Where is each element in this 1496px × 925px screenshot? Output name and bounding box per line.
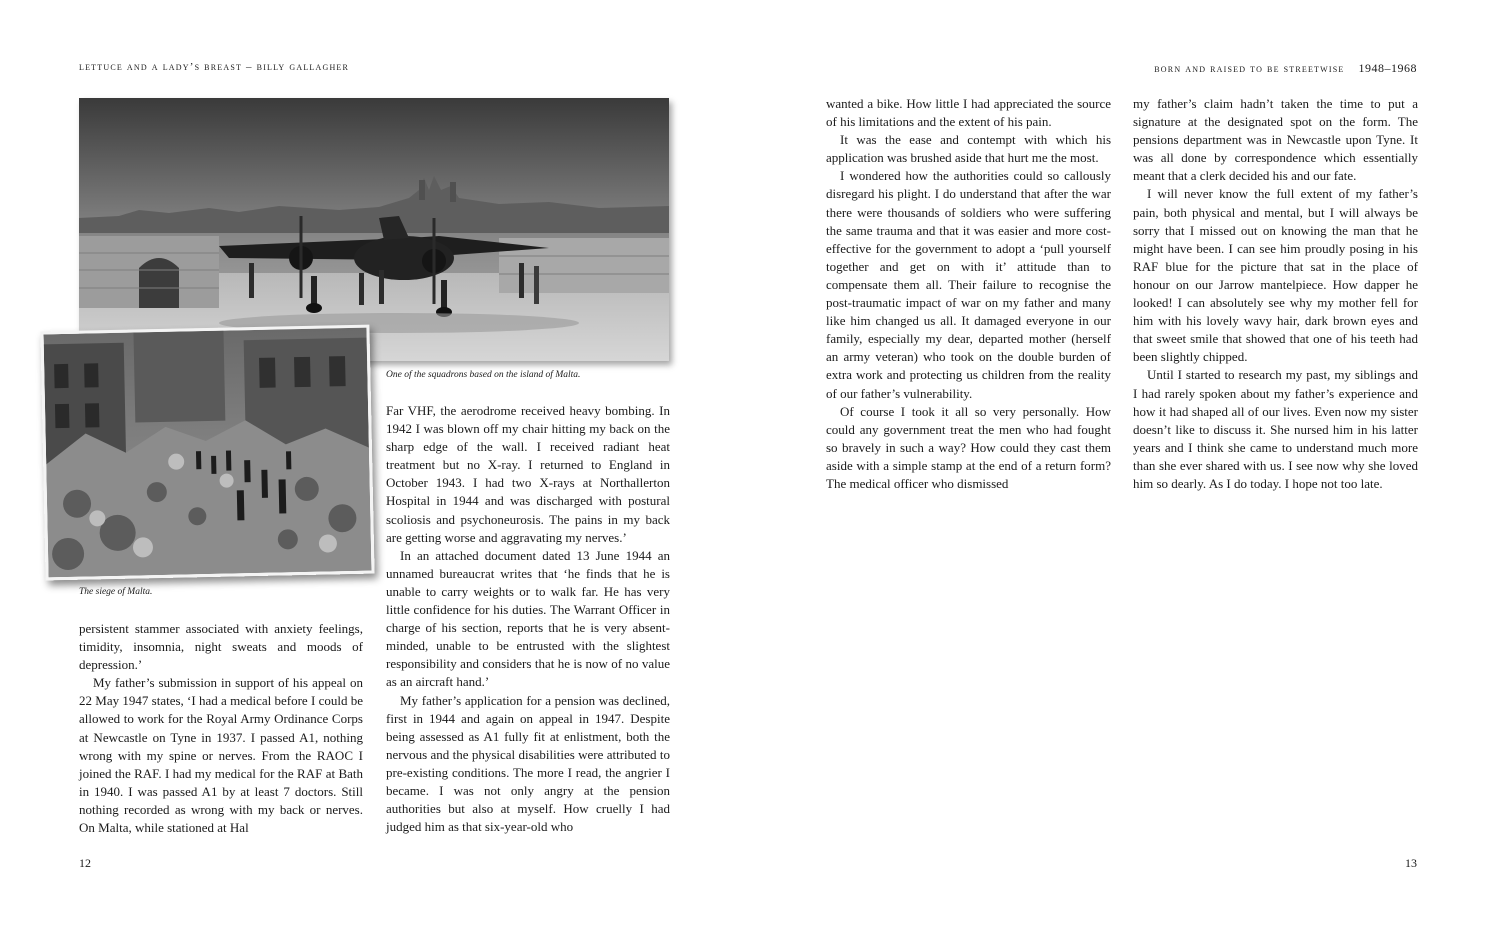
running-head-years: 1948–1968: [1358, 61, 1417, 75]
aircraft-photo-image: [79, 98, 669, 361]
paragraph: persistent stammer associated with anxiety feelings, timidity, insomnia, night sweats and moods of depression.’: [79, 621, 363, 673]
paragraph: Of course I took it all so very personally. How could any government treat the men who had fought so bravely in such a way? How could they cast them aside with a simple stamp at the end of a return form? The medical officer who dismissed: [826, 403, 1111, 491]
aircraft-photo-caption: One of the squadrons based on the island of Malta.: [386, 370, 581, 380]
paragraph: My father’s application for a pension was declined, first in 1944 and again on appeal in 1947. Despite being assessed as A1 fully fit at enlistment, both the nervous and the physical disabilities were attributed to pre-existing conditions. The more I read, the angrier I became. I was not only angry at the pension authorities but also at myself. How cruelly I had judged him as that six-year-old who: [386, 692, 670, 835]
paragraph: My father’s submission in support of his appeal on 22 May 1947 states, ‘I had a medical before I could be allowed to work for the Royal Army Ordinance Corps at Newcastle on Tyne in 1937. I passed A1, nothing wrong with my spine or nerves. From the RAOC I joined the RAF. I had my medical for the RAF at Bath in 1940. I was passed A1 by at least 7 doctors. Still nothing recorded as wrong with my back or nerves. On Malta, while stationed at Hal: [79, 675, 363, 836]
paragraph: my father’s claim hadn’t taken the time to put a signature at the designated spot on the form. The pensions department was in Newcastle upon Tyne. It was all done by correspondence which essentially meant that a clerk decided his and our fate.: [1133, 96, 1418, 184]
paragraph: In an attached document dated 13 June 1944 an unnamed bureaucrat writes that ‘he finds that he is unable to carry weights or to walk far. He has very little confidence for his duties. The Warrant Officer in charge of his section, reports that he is very absent-minded, unable to be entrusted with the slightest responsibility and considers that he is now of no value as an aircraft hand.’: [386, 547, 670, 690]
text-column-4: [1133, 95, 1418, 493]
text-column-3: [826, 95, 1111, 493]
running-head-right: [1154, 61, 1417, 76]
siege-photo-caption: The siege of Malta.: [79, 587, 153, 597]
paragraph: wanted a bike. How little I had appreciated the source of his limitations and the extent of his pain.: [826, 96, 1111, 130]
page-number-right: 13: [1405, 856, 1417, 870]
paragraph: I will never know the full extent of my father’s pain, both physical and mental, but I will always be sorry that I missed out on knowing the man that he might have been. I can see him proudly posing in his RAF blue for the picture that sat in the place of honour on our Jarrow mantelpiece. How dapper he looked! I can absolutely see why my mother fell for him with his lovely wavy hair, dark brown eyes and that sweet smile that showed that one of his teeth had been slightly chipped.: [1133, 186, 1418, 365]
text-column-2: [386, 402, 670, 836]
paragraph: It was the ease and contempt with which his application was brushed aside that hurt me the most.: [826, 132, 1111, 166]
paragraph: Until I started to research my past, my siblings and I had rarely spoken about my father’s experience and how it had shaped all of our lives. Even now my sister doesn’t like to discuss it. She nursed him in his latter years and I think she came to understand much more than she ever shared with us. I see now why she loved him so dearly. As I do today. I hope not too late.: [1133, 367, 1418, 491]
paragraph: Far VHF, the aerodrome received heavy bombing. In 1942 I was blown off my chair hitting my back on the sharp edge of the wall. I received radiant heat treatment but no X-ray. I returned to England in October 1943. I had two X-rays at Northallerton Hospital in 1944 and was discharged with postural scoliosis and psychoneurosis. The pains in my back are getting worse and aggravating my nerves.’: [386, 403, 670, 545]
siege-photo-image: [43, 328, 371, 578]
paragraph: I wondered how the authorities could so callously disregard his plight. I do understand that after the war there were thousands of soldiers who were suffering the same trauma and that it was easier and more cost-effective for the government to adopt a ‘pull yourself together and get on with it’ attitude than to compensate them all. Their failure to recognise the post-traumatic impact of war on my father and many like him changed us all. It damaged everyone in our family, especially my dear, departed mother (herself an army veteran) who took on the double burden of extra work and protecting us children from the reality of our father’s vulnerability.: [826, 168, 1111, 401]
text-column-1: [79, 620, 363, 837]
running-head-left: lettuce and a lady’s breast – billy gallagher: [79, 61, 350, 73]
siege-photo: [40, 325, 374, 581]
aircraft-photo: [79, 98, 669, 361]
running-head-right-title: born and raised to be streetwise: [1154, 63, 1345, 75]
page-number-left: 12: [79, 856, 91, 870]
